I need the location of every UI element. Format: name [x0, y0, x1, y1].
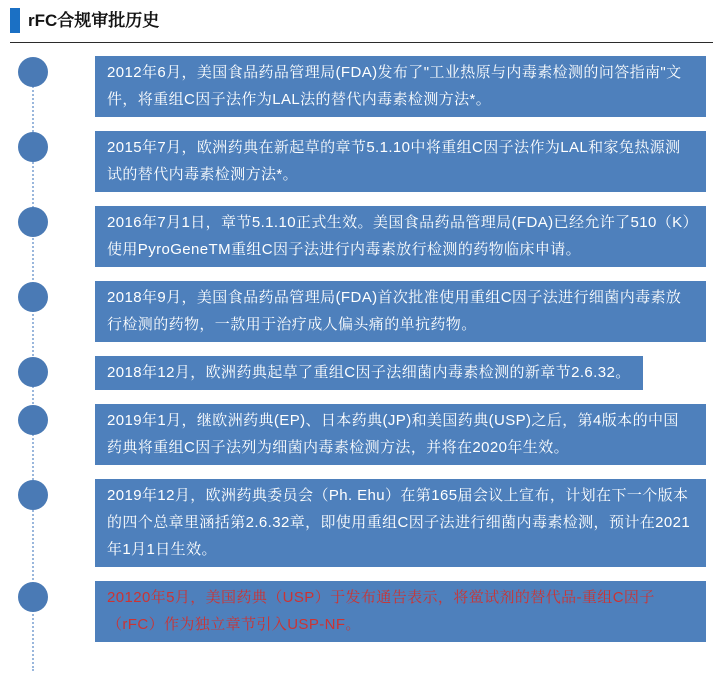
timeline-entry-text: 2016年7月1日，章节5.1.10正式生效。美国食品药品管理局(FDA)已经允许了510（K）使用PyroGeneTM重组C因子法进行内毒素放行检测的药物临床申请。: [95, 206, 706, 267]
timeline-entry-text: 2012年6月，美国食品药品管理局(FDA)发布了"工业热原与内毒素检测的问答指南"文件，将重组C因子法作为LAL法的替代内毒素检测方法*。: [95, 56, 706, 117]
timeline: [0, 43, 724, 642]
timeline-entry-text: 2019年12月，欧洲药典委员会（Ph. Ehu）在第165届会议上宣布，计划在下一个版本的四个总章里涵括第2.6.32章，即使用重组C因子法进行细菌内毒素检测，预计在2021年1月1日生效。: [95, 479, 706, 567]
timeline-item: [18, 581, 706, 642]
timeline-bullet-icon: [18, 132, 48, 162]
timeline-entry-text: 2018年12月，欧洲药典起草了重组C因子法细菌内毒素检测的新章节2.6.32。: [95, 356, 643, 390]
timeline-bullet-icon: [18, 357, 48, 387]
timeline-item: [18, 206, 706, 267]
timeline-entry-text: 2015年7月，欧洲药典在新起草的章节5.1.10中将重组C因子法作为LAL和家兔热源测试的替代内毒素检测方法*。: [95, 131, 706, 192]
title-accent-bar: [10, 8, 20, 33]
page-title: rFC合规审批历史: [28, 11, 160, 30]
timeline-item: [18, 131, 706, 192]
timeline-item: [18, 404, 706, 465]
timeline-item: [18, 356, 706, 390]
timeline-bullet-icon: [18, 405, 48, 435]
page-header: [10, 8, 713, 43]
timeline-bullet-icon: [18, 207, 48, 237]
timeline-bullet-icon: [18, 480, 48, 510]
rfc-timeline-page: [0, 8, 724, 687]
timeline-entry-text: 2018年9月，美国食品药品管理局(FDA)首次批准使用重组C因子法进行细菌内毒素放行检测的药物，一款用于治疗成人偏头痛的单抗药物。: [95, 281, 706, 342]
timeline-bullet-icon: [18, 57, 48, 87]
timeline-item: [18, 479, 706, 567]
timeline-bullet-icon: [18, 282, 48, 312]
timeline-item: [18, 56, 706, 117]
timeline-item: [18, 281, 706, 342]
timeline-entry-text-highlighted: 20120年5月，美国药典（USP）于发布通告表示，将鲎试剂的替代品-重组C因子（rFC）作为独立章节引入USP-NF。: [95, 581, 706, 642]
timeline-bullet-icon: [18, 582, 48, 612]
timeline-entry-text: 2019年1月，继欧洲药典(EP)、日本药典(JP)和美国药典(USP)之后，第4版本的中国药典将重组C因子法列为细菌内毒素检测方法，并将在2020年生效。: [95, 404, 706, 465]
